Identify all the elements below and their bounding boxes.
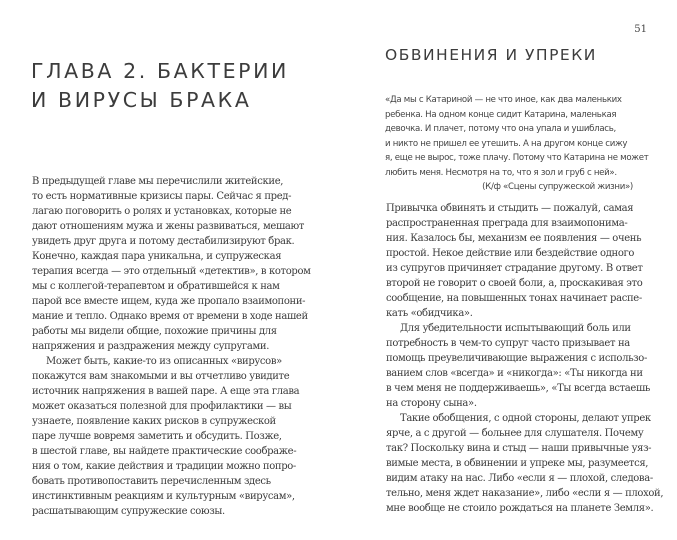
text-line: бовать противопоставить перечисленным здесь [32,476,271,487]
text-line: вимые места, в обвинении и упреке мы, разумеется, [386,458,649,469]
text-line: дают отношениям мужа и жены развиваться, мешают [32,221,305,232]
text-line: парой все вместе ищем, куда же пропало взаимопони- [32,296,306,307]
text-line: мание и тепло. Однако время от времени в ходе нашей [32,311,308,322]
text-line: ванием слов «всегда» и «никогда»: «Ты никогда ни [386,368,643,379]
section-title: ОБВИНЕНИЯ И УПРЕКИ [385,46,597,64]
paragraph [386,321,663,411]
text-line: в шестой главе, вы найдете практические соображе- [32,446,297,457]
text-line: Для убедительности испытывающий боль или [400,323,631,334]
text-line: видим атаку на нас. Либо «если я — плохой, следова- [386,473,653,484]
paragraph [32,354,311,519]
text-line: покажутся вам знакомыми и вы отчетливо увидите [32,371,290,382]
paragraph [32,174,311,354]
text-line: ния о том, какие действия и традиции можно попро- [32,461,296,472]
chapter-title [31,57,289,115]
page-number: 51 [634,24,647,35]
text-line: второй не говорит о своей боли, а, проскакивая это [386,278,643,289]
epigraph-line: я, еще не вырос, тоже плачу. Потому что Катарина не может [385,153,649,163]
text-line: так? Поскольку вина и стыд — наши привычные уяз- [386,443,652,454]
text-line: простой. Некое действие или бездействие одного [386,248,635,259]
chapter-title-line: ГЛАВА 2. БАКТЕРИИ [31,59,289,83]
text-line: лагаю поговорить о ролях и установках, которые не [32,206,292,217]
text-line: напряжения и раздражения между супругами. [32,341,270,352]
text-line: терапия всегда — это отдельный «детектив», в котором [32,266,311,277]
text-line: из супругов причиняет страдание другому. В ответ [386,263,643,274]
text-line: мы с коллегой-терапевтом и обратившейся к нам [32,281,280,292]
epigraph-source: (К/ф «Сцены супружеской жизни») [482,182,633,192]
text-line: узнаете, появление каких рисков в супружеской [32,416,276,427]
left-body-text [32,174,311,519]
text-line: Конечно, каждая пара уникальна, и супружеская [32,251,282,262]
epigraph-line: «Да мы с Катариной — не что иное, как два маленьких [385,95,622,105]
text-line: мне вообще не стоило рождаться на планете Земля». [386,503,654,514]
text-line: Привычка обвинять и стыдить — пожалуй, самая [386,203,634,214]
text-line: работы мы видели общие, похожие причины для [32,326,277,337]
epigraph-line: любить меня. Несмотря на то, что я зол и груб с ней». [385,167,617,178]
right-page [340,0,677,540]
paragraph [386,411,663,516]
text-line: распространенная преграда для взаимопонима- [386,218,628,229]
text-line: паре лучше вовремя заметить и обсудить. Позже, [32,431,282,442]
text-line: В предыдущей главе мы перечислили житейские, [32,176,284,187]
epigraph-quote [385,93,649,195]
epigraph-line: ребенка. На одном конце сидит Катарина, маленькая [385,109,617,120]
text-line: ния. Казалось бы, механизм ее появления — очень [386,233,642,244]
text-line: источник напряжения в вашей паре. А еще эта глава [32,386,300,397]
text-line: кать «обидчика». [386,308,473,319]
text-line: инстинктивным реакциям и культурным «вирусам», [32,491,295,502]
epigraph-line: и никто не пришел ее утешить. А на другом конце сижу [385,138,628,149]
text-line: расшатывающим супружеские союзы. [32,506,225,517]
text-line: Может быть, какие-то из описанных «вирусов» [46,356,282,367]
text-line: тельно, меня ждет наказание», либо «если я — плохой, [386,488,664,499]
text-line: сообщение, на повышенных тонах начинает распе- [386,293,642,304]
right-body-text [386,201,663,516]
paragraph [386,201,663,321]
text-line: может оказаться полезной для профилактики — вы [32,401,292,412]
text-line: увидеть друг друга и потому дестабилизируют брак. [32,236,295,247]
text-line: в чем меня не поддерживаешь», «Ты всегда встаешь [386,383,651,394]
text-line: ярче, а с другой — больнее для слушателя. Почему [386,428,644,439]
text-line: помощь преувеличивающие выражения с использо- [386,353,647,364]
chapter-title-line: И ВИРУСЫ БРАКА [31,88,252,112]
text-line: Такие обобщения, с одной стороны, делают упрек [400,413,651,424]
text-line: то есть нормативные кризисы пары. Сейчас я пред- [32,191,292,202]
text-line: потребность в чем-то супруг часто призывает на [386,338,630,349]
text-line: на сторону сына». [386,398,477,409]
epigraph-line: девочка. И плачет, потому что она упала и ушиблась, [385,124,616,134]
